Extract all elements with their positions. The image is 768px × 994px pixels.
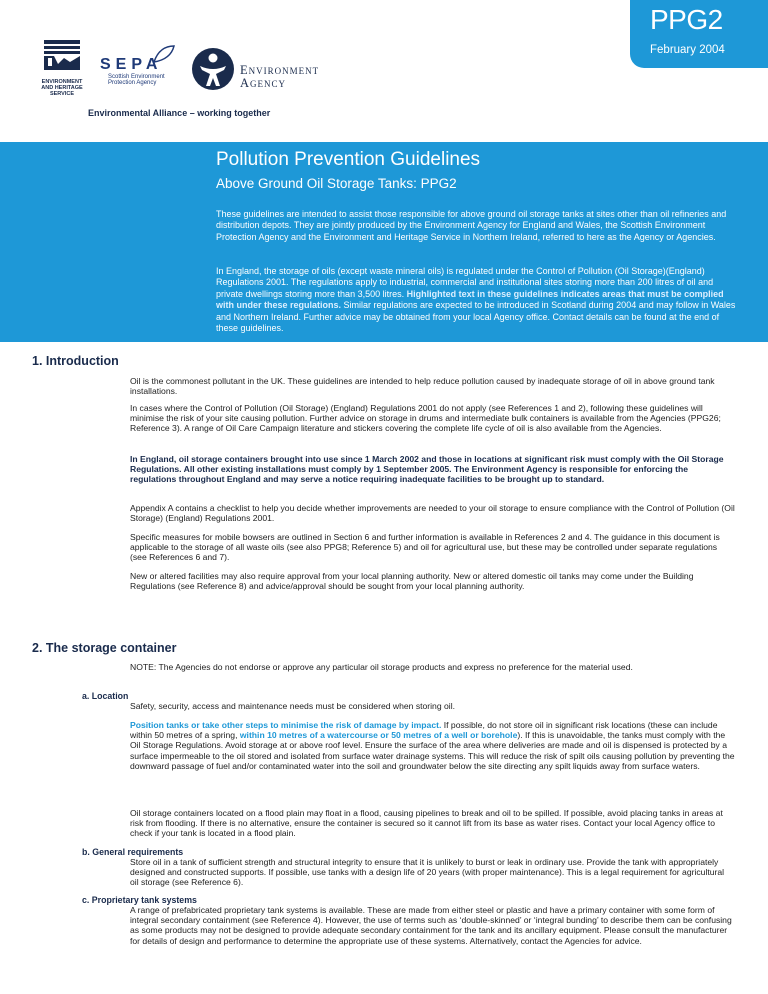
- sepa-leaf-icon: [152, 44, 176, 64]
- s1-paragraph-3: In England, oil storage containers brought into use since 1 March 2002 and those in locations at significant risk must comply with the Oil Storage Regulations. All other existing installations must comply by 1 September 2005. The Environment Agency is responsible for enforcing the regulations throughout England and may serve a notice requiring inadequate facilities to be brought up to standard.: [130, 454, 724, 485]
- intro-paragraph-2: In England, the storage of oils (except waste mineral oils) is regulated under the Control of Pollution (Oil Storage)(England) Regulations 2001. The regulations apply to industrial, commercial and institutional sites storing more than 200 litres of oil and private dwellings storing more than 3,500 litres. Highlighted text in these guidelines indicates areas that must be complied with under these regulations. Similar regulations are expected to be introduced in Scotland during 2004 and may follow in Wales and Northern Ireland. Further advice may be obtained from your local Agency office. Contact details can be found at the end of these guidelines.: [216, 266, 736, 334]
- ehs-crest-icon: [34, 38, 90, 72]
- s1-paragraph-5: Specific measures for mobile bowsers are outlined in Section 6 and further information is available in References 2 and 4. The guidance in this document is applicable to the storage of all waste oils (see also PPG8; Reference 5) and oil for agricultural use, but these may be controlled under separate regulations (see References 6 and 7).: [130, 532, 720, 563]
- proprietary-tank-paragraph: A range of prefabricated proprietary tank systems is available. These are made from either steel or plastic and have a primary container with some form of integral secondary containment (see Reference 4). However, the use of terms such as ‘double-skinned’ or ‘integral bunding’ to describe them can be confusing as some products may not be designed to provide adequate secondary containment for the tank and its ancillary equipment. Please consult the manufacturer for details of design and performance to determine the appropriate use of these systems. Alternatively, contact the Agencies for advice.: [130, 905, 732, 946]
- general-requirements-paragraph: Store oil in a tank of sufficient strength and structural integrity to ensure that it is unlikely to burst or leak in ordinary use. Provide the tank with appropriately designed and constructed supports. If possible, use tanks with a design life of 20 years (with proper maintenance). This is a legal requirement for agricultural oil storage (see Reference 6).: [130, 857, 725, 888]
- s1-paragraph-6: New or altered facilities may also require approval from your local planning authority. New or altered domestic oil tanks may come under the Building Regulations (see Reference 8) and advice/approval should be sought from your local planning authority.: [130, 571, 694, 592]
- environment-agency-logo: Environment Agency: [190, 46, 236, 97]
- ppg-code: PPG2: [650, 4, 723, 35]
- sepa-logo: SEPA Scottish Environment Protection Agency: [100, 56, 165, 86]
- location-paragraph-3: Oil storage containers located on a flood plain may float in a flood, causing pipelines to break and oil to be spilled. If possible, avoid placing tanks in areas at risk from flooding. If there is no alternative, ensure the container is secured so it cannot lift from its base as water rises. Contact your local Agency office to check if your tank is located in a flood plain.: [130, 808, 723, 839]
- agency-logos: [34, 38, 354, 118]
- tagline: Environmental Alliance – working together: [88, 108, 271, 118]
- page-subtitle: Above Ground Oil Storage Tanks: PPG2: [216, 176, 457, 191]
- s2-note: NOTE: The Agencies do not endorse or approve any particular oil storage products and express no preference for the material used.: [130, 662, 633, 672]
- location-paragraph-2: Position tanks or take other steps to minimise the risk of damage by impact. If possible, do not store oil in significant risk locations (these can include within 50 metres of a spring, within 10 metres of a watercourse or 50 metres of a well or borehole). If this is unavoidable, the tanks must comply with the Oil Storage Regulations. Avoid storage at or above roof level. Ensure the surface of the area where deliveries are made and oil is dispensed is protected by a surface impermeable to the oil stored and isolated from surface water drainage systems. This will reduce the risk of spilt oils causing pollution by preventing the downward passage of fuel and/or contaminated water into the soil and groundwater below the site directing any spilt liquids away from surface waters.: [130, 720, 735, 771]
- section-1-heading: 1. Introduction: [32, 354, 119, 368]
- ea-figure-icon: [190, 46, 236, 92]
- intro-paragraph-1: These guidelines are intended to assist those responsible for above ground oil storage tanks at sites other than oil refineries and distribution depots. They are jointly produced by the Environment Agency for England and Wales, the Scottish Environment Protection Agency and the Environment and Heritage Service in Northern Ireland, referred to here as the Agency or Agencies.: [216, 209, 727, 242]
- publication-date: February 2004: [650, 44, 725, 56]
- subheading-proprietary-tank-systems: c. Proprietary tank systems: [82, 895, 197, 905]
- s1-paragraph-4: Appendix A contains a checklist to help you decide whether improvements are needed to your oil storage to ensure compliance with the Control of Pollution (Oil Storage) (England) Regulations 2001.: [130, 503, 735, 524]
- hero-banner: [0, 142, 768, 342]
- s1-paragraph-1: Oil is the commonest pollutant in the UK. These guidelines are intended to help reduce pollution caused by inadequate storage of oil in above ground tank installations.: [130, 376, 715, 397]
- section-2-heading: 2. The storage container: [32, 641, 177, 655]
- subheading-location: a. Location: [82, 691, 129, 701]
- ppg-tab: [630, 0, 768, 68]
- location-paragraph-1: Safety, security, access and maintenance needs must be considered when storing oil.: [130, 701, 455, 711]
- ehs-logo: ENVIRONMENT AND HERITAGE SERVICE: [34, 38, 90, 97]
- s1-paragraph-2: In cases where the Control of Pollution (Oil Storage) (England) Regulations 2001 do not apply (see References 1 and 2), following these guidelines will minimise the risk of your site causing pollution. Further advice on storage in drums and intermediate bulk containers is available from the Agencies (PPG26; Reference 3). A range of Oil Care Campaign literature and stickers covering the complete life cycle of oil is also available from the Agencies.: [130, 403, 721, 434]
- page-title: Pollution Prevention Guidelines: [216, 149, 481, 170]
- subheading-general-requirements: b. General requirements: [82, 847, 184, 857]
